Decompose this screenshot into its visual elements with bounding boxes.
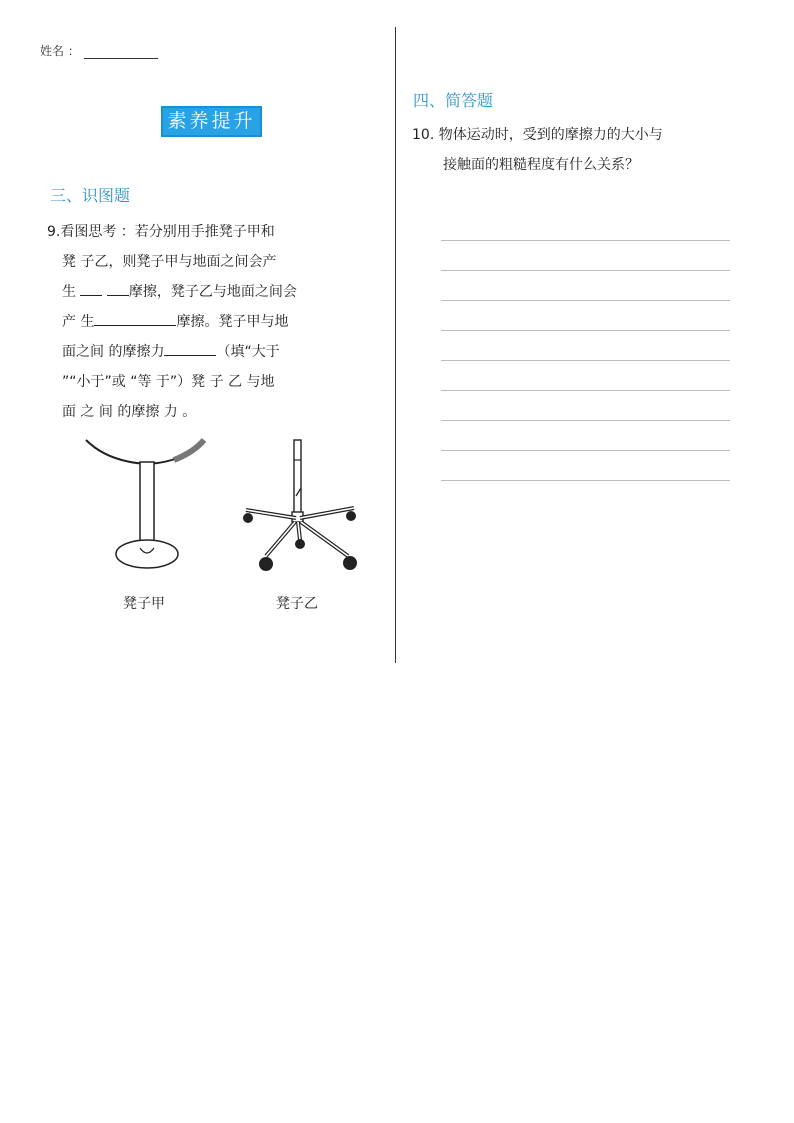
answer-line[interactable] [441,450,730,451]
q9-line-7: 面 之 间 的摩擦 力 。 [62,404,197,420]
stool-a-caption: 凳子甲 [123,596,165,612]
answer-line[interactable] [441,330,730,331]
question-9 [47,217,377,427]
q9-line-6: ”“小于”或 “等 于”）凳 子 乙 与地 [62,374,275,390]
answer-line[interactable] [441,300,730,301]
name-field-label [40,42,158,59]
q9-blank-1b[interactable] [107,281,129,296]
q9-blank-3[interactable] [164,341,216,356]
answer-line[interactable] [441,420,730,421]
answer-line[interactable] [441,390,730,391]
stool-b-figure [238,436,363,581]
q9-line-5b: （填“大于 [216,344,280,360]
name-label: 姓名 ： [40,44,80,58]
answer-line[interactable] [441,270,730,271]
q9-line-4 [47,307,377,337]
column-divider [395,27,396,663]
question-10 [412,120,752,180]
answer-line[interactable] [441,240,730,241]
stool-b-caption: 凳子乙 [276,596,318,612]
q9-line-5a: 面之间 的摩擦力 [62,344,165,360]
q9-blank-1a[interactable] [80,281,102,296]
q9-line-3b: 摩擦，凳子乙与地面之间会 [128,284,297,300]
section-4-title: 四、简答题 [413,91,494,110]
q9-line-4a: 产 生 [62,314,95,330]
q10-line-1: 10. 物体运动时，受到的摩擦力的大小与 [412,127,663,143]
q9-line-1: 9.看图思考 ：若分别用手推凳子甲和 [47,224,275,240]
answer-line[interactable] [441,360,730,361]
q9-line-3 [47,277,377,307]
q10-line-2: 接触面的粗糙程度有什么关系？ [443,157,639,173]
section-banner [161,106,262,137]
q9-line-4b: 摩擦。凳子甲与地 [176,314,289,330]
name-blank[interactable] [84,46,158,59]
q9-blank-2[interactable] [94,311,176,326]
answer-line[interactable] [441,480,730,481]
q9-line-3a: 生 [62,284,76,300]
banner-text: 素养提升 [163,108,260,135]
q9-line-2: 凳 子乙，则凳子甲与地面之间会产 [62,254,277,270]
stool-a-figure [78,436,213,581]
section-3-title: 三、识图题 [50,186,131,205]
q9-line-5 [47,337,377,367]
